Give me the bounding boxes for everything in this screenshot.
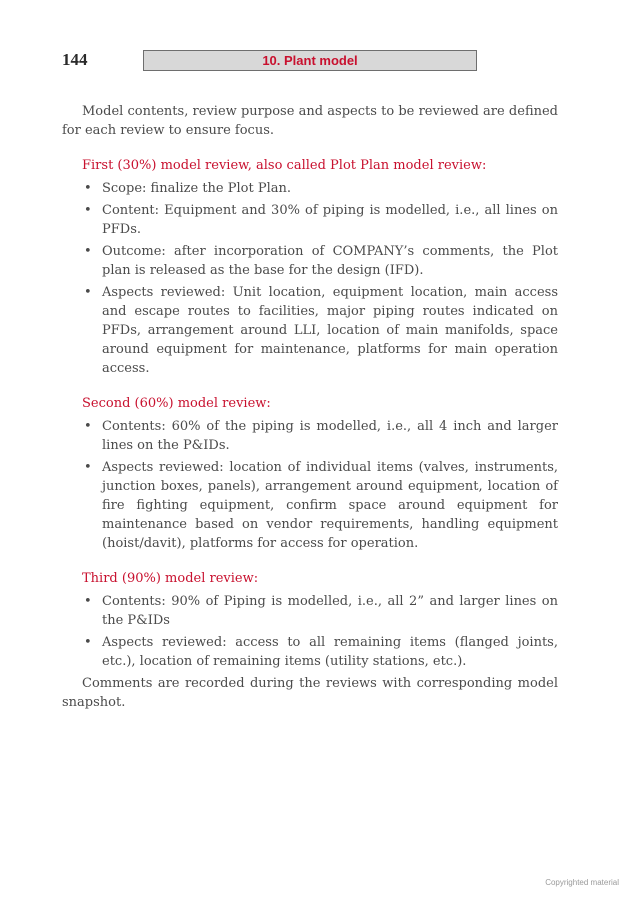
- list-item: • Aspects reviewed: location of individual items (valves, instruments, junction boxes, panels), arrangement around equipment, location of fire fighting equipment, confirm space around equipment for maintenance based on vendor requirements, handling equipment (hoist/davit), platforms for access for operation.: [84, 460, 558, 551]
- review-section-first: [62, 157, 558, 378]
- bullet-icon: •: [84, 203, 92, 218]
- bullet-list: [62, 179, 558, 378]
- bullet-list: [62, 592, 558, 671]
- bullet-icon: •: [84, 419, 92, 434]
- closing-paragraph: Comments are recorded during the reviews with corresponding model snapshot.: [62, 676, 558, 710]
- list-item: • Aspects reviewed: access to all remaining items (flanged joints, etc.), location of remaining items (utility stations, etc.).: [84, 635, 558, 669]
- bullet-icon: •: [84, 244, 92, 259]
- list-item: • Content: Equipment and 30% of piping is modelled, i.e., all lines on PFDs.: [84, 203, 558, 237]
- bullet-list: [62, 417, 558, 553]
- page-body: [62, 102, 558, 712]
- section-heading: Third (90%) model review:: [82, 571, 259, 586]
- copyright-notice: Copyrighted material: [545, 878, 619, 887]
- intro-paragraph: Model contents, review purpose and aspects to be reviewed are defined for each review to ensure focus.: [62, 104, 558, 138]
- list-item: • Contents: 60% of the piping is modelled, i.e., all 4 inch and larger lines on the P&IDs.: [84, 419, 558, 453]
- list-item: • Aspects reviewed: Unit location, equipment location, main access and escape routes to facilities, major piping routes indicated on PFDs, arrangement around LLI, location of main manifolds, space around equipment for maintenance, platforms for main operation access.: [84, 285, 558, 376]
- bullet-icon: •: [84, 460, 92, 475]
- bullet-icon: •: [84, 285, 92, 300]
- section-heading: First (30%) model review, also called Plot Plan model review:: [82, 158, 487, 173]
- page-number: 144: [62, 50, 88, 69]
- list-item: • Scope: finalize the Plot Plan.: [84, 181, 291, 196]
- bullet-icon: •: [84, 635, 92, 650]
- review-section-third: [62, 570, 558, 671]
- chapter-title: 10. Plant model: [143, 50, 477, 71]
- bullet-icon: •: [84, 594, 92, 609]
- list-item: • Contents: 90% of Piping is modelled, i.e., all 2” and larger lines on the P&IDs: [84, 594, 558, 628]
- review-section-second: [62, 395, 558, 553]
- section-heading: Second (60%) model review:: [82, 396, 271, 411]
- list-item: • Outcome: after incorporation of COMPANY’s comments, the Plot plan is released as the base for the design (IFD).: [84, 244, 558, 278]
- bullet-icon: •: [84, 181, 92, 196]
